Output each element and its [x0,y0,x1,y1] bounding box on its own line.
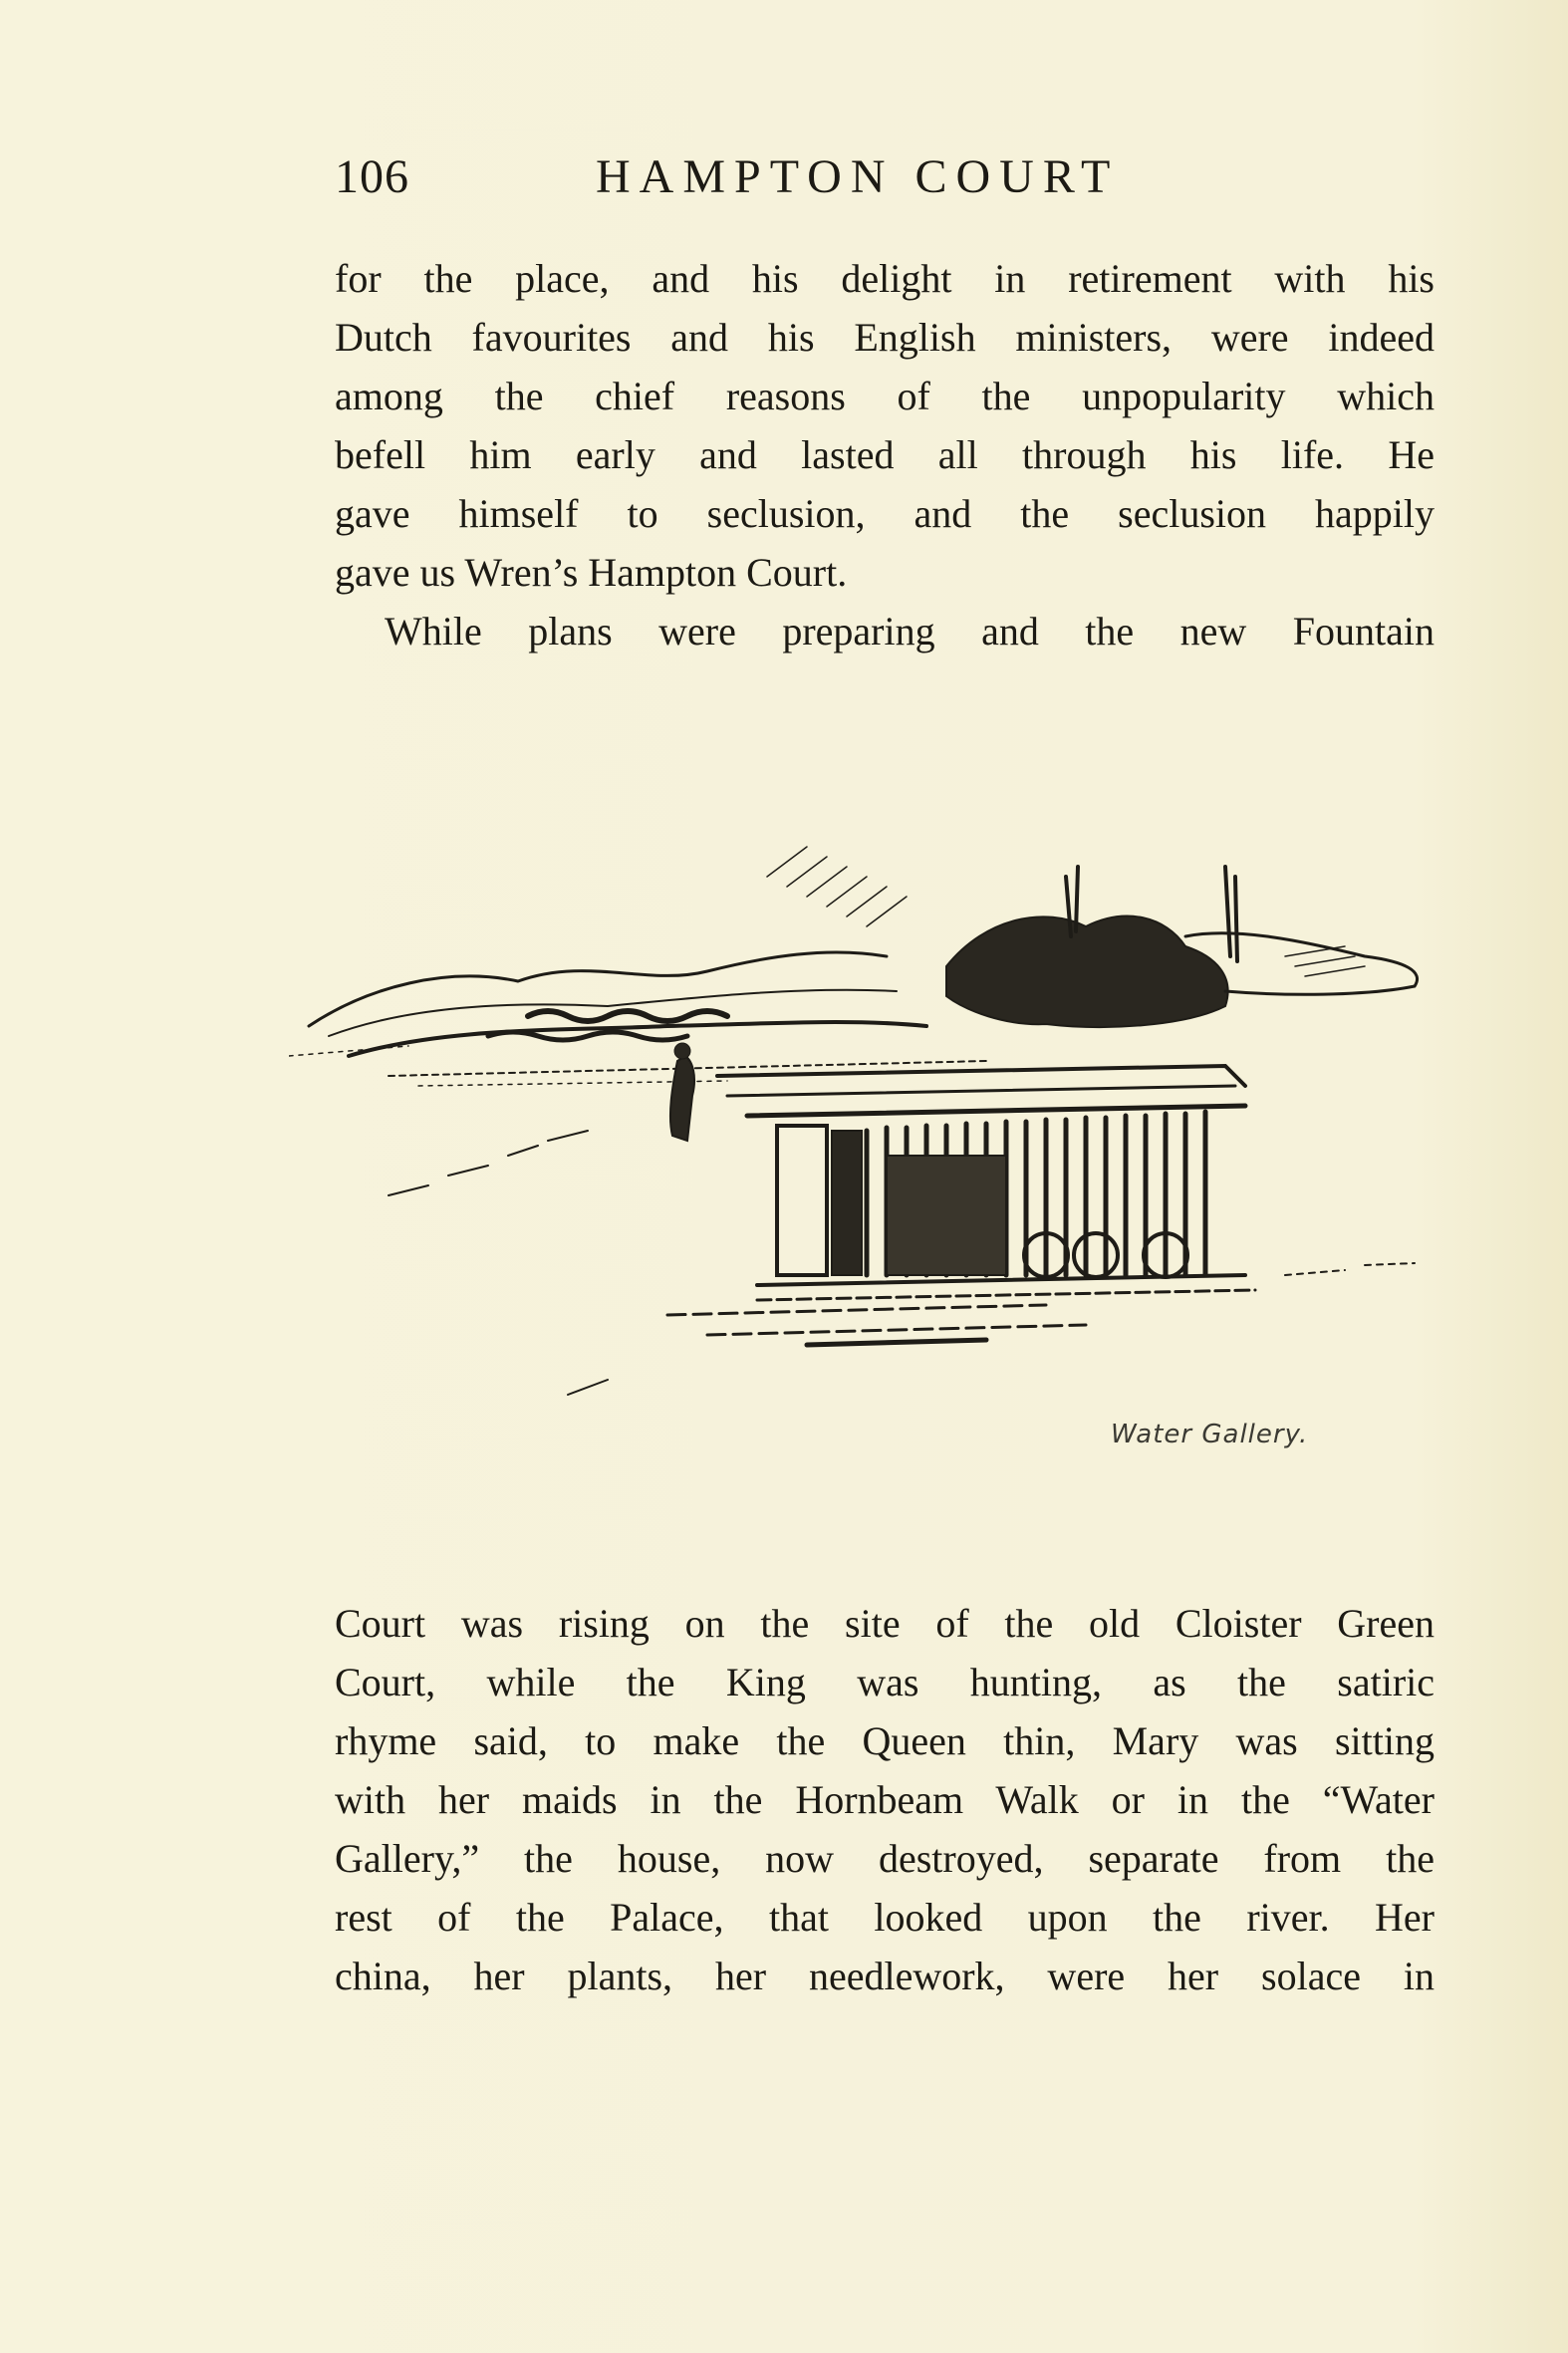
text-line: rest of the Palace, that looked upon the river. Her [335,1895,1435,1940]
text-line: china, her plants, her needlework, were her solace in [335,1954,1435,1998]
text-line: While plans were preparing and the new Fountain [385,609,1435,654]
text-line: Court, while the King was hunting, as the satiric [335,1660,1435,1704]
page-number: 106 [335,150,409,203]
text-line: gave himself to seclusion, and the seclusion happily [335,491,1435,536]
text-line: for the place, and his delight in retirement with his [335,256,1435,301]
paragraph-1 [335,249,1435,660]
illustration-caption: Water Gallery. [1111,1420,1309,1449]
text-line: Gallery,” the house, now destroyed, separate from the [335,1836,1435,1881]
text-line: Court was rising on the site of the old Cloister Green [335,1601,1435,1646]
text-line: with her maids in the Hornbeam Walk or in the “Water [335,1777,1435,1822]
text-line: befell him early and lasted all through his life. He [335,432,1435,477]
page-header [335,149,1435,209]
running-title: HAMPTON COURT [596,150,1120,203]
paragraph-2 [335,1594,1435,2005]
water-gallery-illustration [289,757,1454,1514]
text-line: gave us Wren’s Hampton Court. [335,550,848,595]
text-line: Dutch favourites and his English ministers, were indeed [335,315,1435,360]
text-line: among the chief reasons of the unpopularity which [335,374,1435,418]
text-line: rhyme said, to make the Queen thin, Mary was sitting [335,1718,1435,1763]
